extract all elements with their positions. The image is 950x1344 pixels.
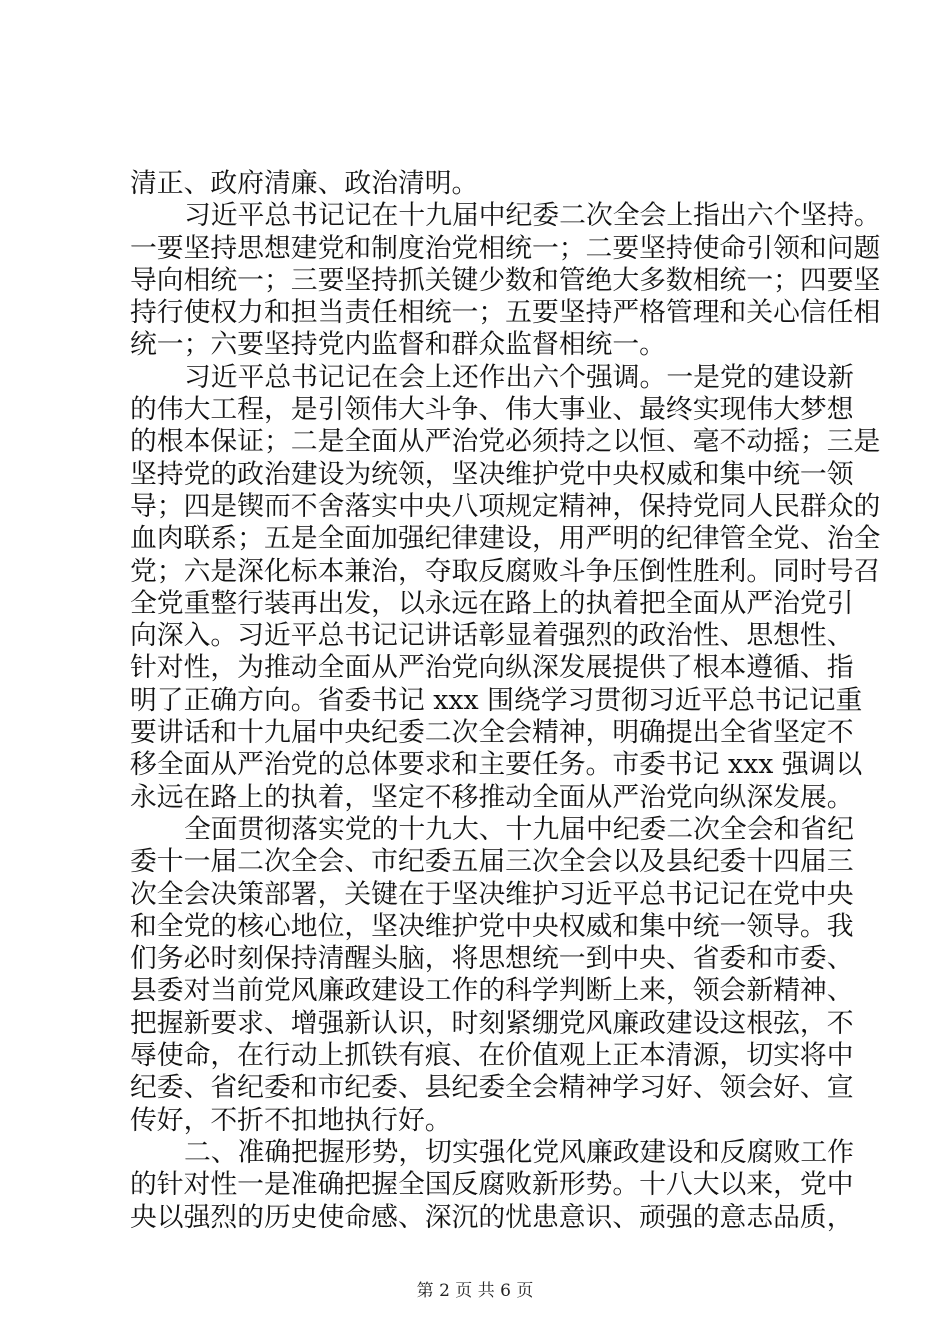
text-line: 全党重整行装再出发，以永远在路上的执着把全面从严治党引 [130, 587, 854, 619]
text-line: 的伟大工程，是引领伟大斗争、伟大事业、最终实现伟大梦想 [130, 394, 854, 426]
paragraph-first-line: 全面贯彻落实党的十九大、十九届中纪委二次全会和省纪 [184, 813, 854, 845]
text-line: 移全面从严治党的总体要求和主要任务。市委书记 xxx 强调以 [130, 749, 863, 781]
text-line: 县委对当前党风廉政建设工作的科学判断上来，领会新精神、 [130, 975, 854, 1007]
text-line: 针对性，为推动全面从严治党向纵深发展提供了根本遵循、指 [130, 652, 854, 684]
text-line: 导向相统一；三要坚持抓关键少数和管绝大多数相统一；四要坚 [130, 264, 881, 296]
page-footer [0, 1280, 950, 1302]
text-line: 把握新要求、增强新认识，时刻紧绷党风廉政建设这根弦，不 [130, 1007, 854, 1039]
text-line: 的根本保证；二是全面从严治党必须持之以恒、毫不动摇；三是 [130, 426, 881, 458]
text-line: 导；四是锲而不舍落实中央八项规定精神，保持党同人民群众的 [130, 490, 881, 522]
text-line: 永远在路上的执着，坚定不移推动全面从严治党向纵深发展。 [130, 781, 854, 813]
text-line: 统一；六要坚持党内监督和群众监督相统一。 [130, 329, 666, 361]
text-line: 坚持党的政治建设为统领，坚决维护党中央权威和集中统一领 [130, 458, 854, 490]
text-line: 清正、政府清廉、政治清明。 [130, 168, 479, 199]
text-line: 血肉联系；五是全面加强纪律建设，用严明的纪律管全党、治全 [130, 523, 881, 555]
text-line: 明了正确方向。省委书记 xxx 围绕学习贯彻习近平总书记记重 [130, 684, 863, 716]
text-line: 和全党的核心地位，坚决维护党中央权威和集中统一领导。我 [130, 910, 854, 942]
text-line: 辱使命，在行动上抓铁有痕、在价值观上正本清源，切实将中 [130, 1040, 854, 1072]
text-line: 次全会决策部署，关键在于坚决维护习近平总书记记在党中央 [130, 878, 854, 910]
text-line: 们务必时刻保持清醒头脑，将思想统一到中央、省委和市委、 [130, 943, 854, 975]
text-line: 一要坚持思想建党和制度治党相统一；二要坚持使命引领和问题 [130, 232, 881, 264]
text-line: 要讲话和十九届中央纪委二次全会精神，明确提出全省坚定不 [130, 717, 854, 749]
page-number-label: 第 2 页 共 6 页 [416, 1281, 534, 1301]
paragraph-first-line: 习近平总书记记在十九届中纪委二次全会上指出六个坚持。 [184, 200, 881, 232]
text-line: 党；六是深化标本兼治，夺取反腐败斗争压倒性胜利。同时号召 [130, 555, 881, 587]
document-body [130, 168, 881, 1234]
text-line: 的针对性一是准确把握全国反腐败新形势。十八大以来，党中 [130, 1169, 854, 1201]
text-line: 纪委、省纪委和市纪委、县纪委全会精神学习好、领会好、宣 [130, 1072, 854, 1104]
text-line: 央以强烈的历史使命感、深沉的忧患意识、顽强的意志品质， [130, 1201, 854, 1233]
paragraph-first-line: 习近平总书记记在会上还作出六个强调。一是党的建设新 [184, 361, 854, 393]
paragraph-first-line: 二、准确把握形势，切实强化党风廉政建设和反腐败工作 [184, 1136, 854, 1168]
text-line: 向深入。习近平总书记记讲话彰显着强烈的政治性、思想性、 [130, 620, 854, 652]
text-line: 传好，不折不扣地执行好。 [130, 1104, 452, 1136]
text-line: 委十一届二次全会、市纪委五届三次全会以及县纪委十四届三 [130, 846, 854, 878]
text-line: 持行使权力和担当责任相统一；五要坚持严格管理和关心信任相 [130, 297, 881, 329]
